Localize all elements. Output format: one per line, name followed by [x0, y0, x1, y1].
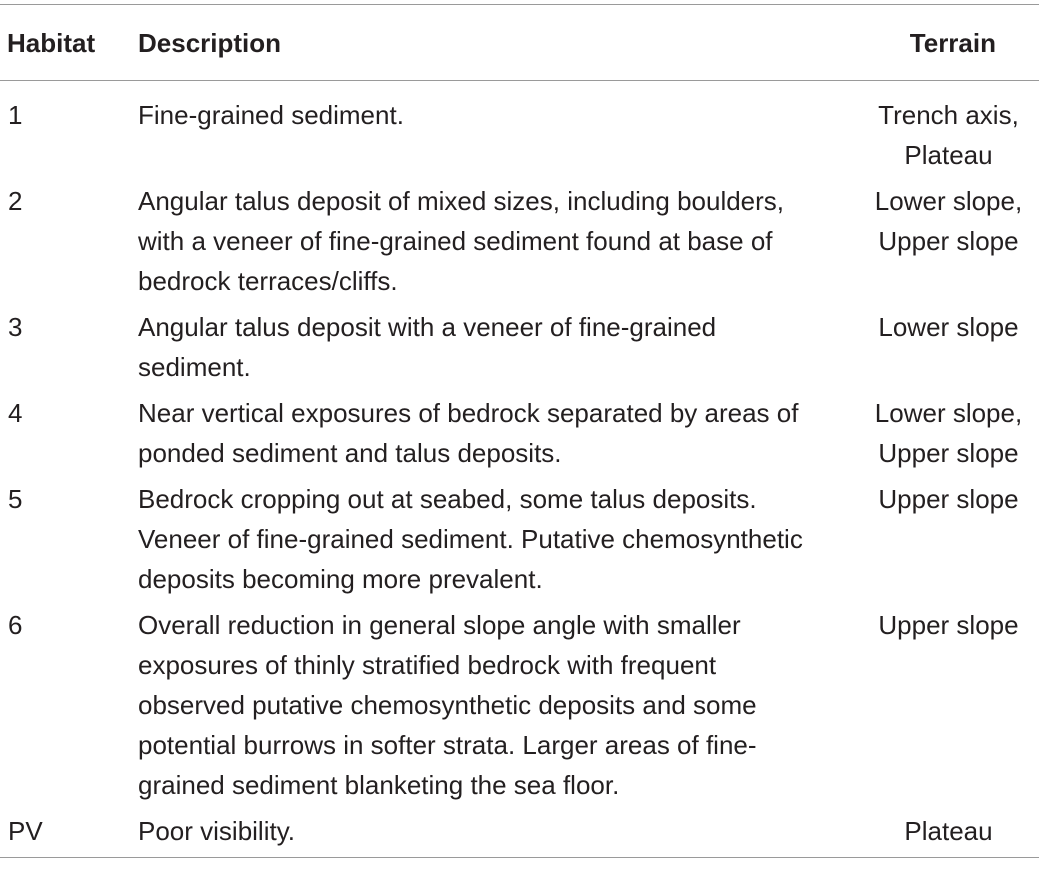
description-cell: Overall reduction in general slope angle with smaller exposures of thinly stratified bedrock with frequent observed putative chemosynthetic deposits and some potential burrows in softer strata. Larger areas of fine-grained sediment blanketing the sea floor.: [138, 610, 757, 800]
header-description: Description: [138, 28, 282, 58]
terrain-line: Upper slope: [878, 438, 1019, 468]
description-cell: Fine-grained sediment.: [138, 100, 404, 130]
terrain-line: Lower slope: [878, 312, 1019, 342]
terrain-cell: [836, 479, 1039, 605]
terrain-line: Trench axis,: [878, 100, 1019, 130]
terrain-cell: [836, 605, 1039, 811]
terrain-line: Upper slope: [878, 226, 1019, 256]
terrain-cell: [836, 81, 1039, 182]
habitat-cell: PV: [8, 816, 43, 846]
description-cell: Near vertical exposures of bedrock separated by areas of ponded sediment and talus deposits.: [138, 398, 799, 468]
header-row: [0, 5, 1039, 81]
description-cell: Angular talus deposit of mixed sizes, including boulders, with a veneer of fine-grained sediment found at base of bedrock terraces/cliffs.: [138, 186, 785, 296]
terrain-line: Lower slope,: [874, 186, 1023, 216]
habitat-cell: 3: [8, 312, 23, 342]
header-habitat: Habitat: [7, 28, 96, 58]
habitat-cell: 5: [8, 484, 23, 514]
table-body: [0, 81, 1039, 858]
terrain-cell: [836, 307, 1039, 393]
header-terrain: Terrain: [909, 28, 996, 58]
description-cell: Bedrock cropping out at seabed, some talus deposits. Veneer of fine-grained sediment. Putative chemosynthetic deposits becoming more prevalent.: [138, 484, 803, 594]
table-row: [0, 181, 1039, 307]
habitat-cell: 4: [8, 398, 23, 428]
table-row: [0, 81, 1039, 182]
table-row: [0, 811, 1039, 858]
table-row: [0, 393, 1039, 479]
terrain-line: Lower slope,: [874, 398, 1023, 428]
table-row: [0, 605, 1039, 811]
terrain-cell: [836, 393, 1039, 479]
habitat-cell: 2: [8, 186, 23, 216]
description-cell: Angular talus deposit with a veneer of fine-grained sediment.: [138, 312, 717, 382]
terrain-line: Upper slope: [878, 610, 1019, 640]
terrain-line: Upper slope: [878, 484, 1019, 514]
description-cell: Poor visibility.: [138, 816, 296, 846]
habitat-cell: 6: [8, 610, 23, 640]
terrain-line: Plateau: [904, 140, 993, 170]
table-header: [0, 5, 1039, 81]
table-row: [0, 479, 1039, 605]
habitat-cell: 1: [8, 100, 23, 130]
terrain-cell: [836, 181, 1039, 307]
terrain-line: Plateau: [904, 816, 993, 846]
terrain-cell: [836, 811, 1039, 858]
habitat-table: [0, 4, 1039, 858]
table-row: [0, 307, 1039, 393]
